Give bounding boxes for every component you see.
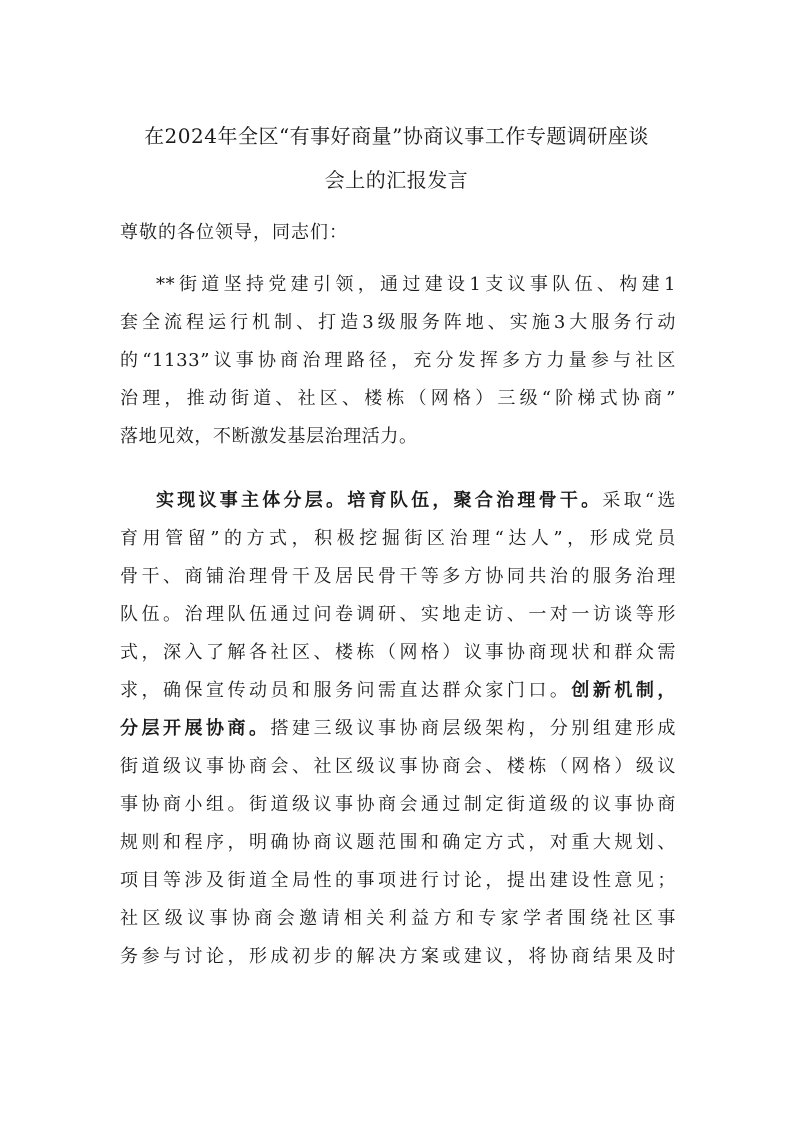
paragraph-2-line [120,676,676,706]
paragraph-2-line: 育用管留”的方式，积极挖掘街区治理“达人”，形成党员 [120,528,676,549]
paragraph-2-heading: 实现议事主体分层。培育队伍，聚合治理骨干。 [156,490,603,511]
paragraph-2-text: 搭建三级议事协商层级架构，分别组建形成 [270,718,676,739]
greeting: 尊敬的各位领导，同志们： [120,222,348,243]
paragraph-1-line: 落地见效，不断激发基层治理活力。 [120,426,418,447]
document-title-line-2: 会上的汇报发言 [324,168,469,192]
document-title-line-1: 在2024年全区“有事好商量”协商议事工作专题调研座谈 [144,124,649,148]
paragraph-2-line [156,486,676,516]
paragraph-2-line: 式，深入了解各社区、楼栋（网格）议事协商现状和群众需 [120,642,676,663]
paragraph-2-line: 社区级议事协商会邀请相关利益方和专家学者围绕社区事 [120,908,676,929]
paragraph-1-line: 治理，推动街道、社区、楼栋（网格）三级“阶梯式协商” [120,388,676,409]
paragraph-2-line: 务参与讨论，形成初步的解决方案或建议，将协商结果及时 [120,946,676,967]
paragraph-2-line [120,714,676,744]
paragraph-2-line: 队伍。治理队伍通过问卷调研、实地走访、一对一访谈等形 [120,604,676,625]
paragraph-1-line: 的“1133”议事协商治理路径，充分发挥多方力量参与社区 [120,350,676,371]
paragraph-2-line: 街道级议事协商会、社区级议事协商会、楼栋（网格）级议 [120,756,676,777]
paragraph-1-line: 套全流程运行机制、打造3级服务阵地、实施3大服务行动 [120,312,676,333]
paragraph-1-line: **街道坚持党建引领，通过建设1支议事队伍、构建1 [156,274,676,295]
paragraph-2-line: 骨干、商铺治理骨干及居民骨干等多方协同共治的服务治理 [120,566,676,587]
paragraph-2-heading: 分层开展协商。 [120,718,271,739]
paragraph-2-line: 规则和程序，明确协商议题范围和确定方式，对重大规划、 [120,832,676,853]
paragraph-2-text: 求，确保宣传动员和服务问需直达群众家门口。 [120,680,572,701]
paragraph-2-line: 项目等涉及街道全局性的事项进行讨论，提出建设性意见； [120,870,676,891]
paragraph-2-line: 事协商小组。街道级议事协商会通过制定街道级的议事协商 [120,794,676,815]
paragraph-2-text: 采取“选 [602,490,676,511]
paragraph-2-heading: 创新机制， [571,680,676,701]
